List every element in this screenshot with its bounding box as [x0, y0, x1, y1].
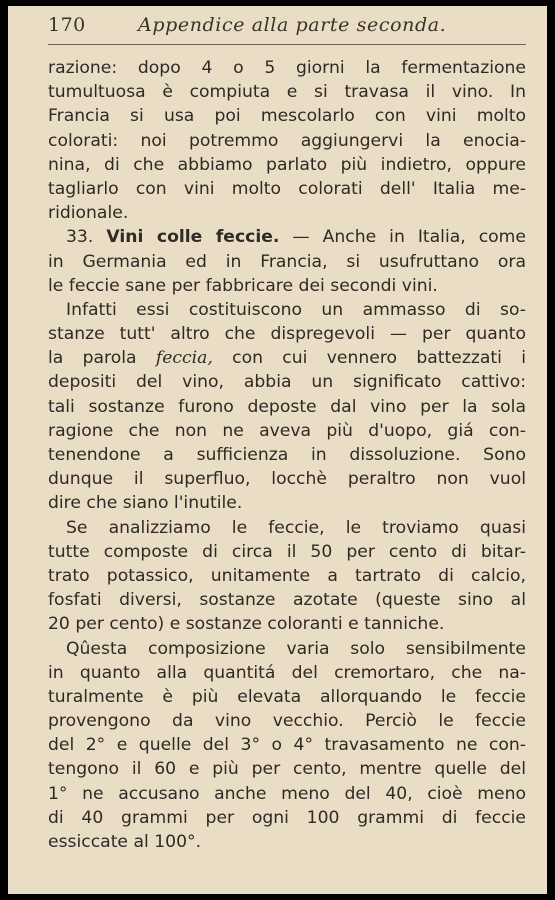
- text-line: nina, di che abbiamo parlato più indietro, oppure: [48, 154, 526, 175]
- header-rule: [48, 44, 526, 45]
- text-line: del 2° e quelle del 3° o 4° travasamento ne con-: [48, 735, 526, 756]
- running-title: Appendice alla parte seconda.: [138, 14, 447, 36]
- text-line-with-italic: [48, 346, 526, 370]
- text-fragment: — Anche in Italia, come: [292, 227, 526, 248]
- text-line: tengono il 60 e più per cento, mentre quelle del: [48, 759, 526, 780]
- paragraph-fermentation: [48, 56, 526, 225]
- paragraph-infatti: [48, 298, 526, 516]
- text-line: Francia si usa poi mescolarlo con vini molto: [48, 106, 526, 127]
- text-line: stanze tutt' altro che dispregevoli — per quanto: [48, 324, 526, 345]
- section-number: 33.: [66, 227, 94, 248]
- text-line: 1° ne accusano anche meno del 40, cioè meno: [48, 783, 526, 804]
- text-line: Qûesta composizione varia solo sensibilmente: [66, 638, 526, 659]
- text-line: 20 per cento) e sostanze coloranti e tanniche.: [48, 614, 445, 635]
- text-line: di 40 grammi per ogni 100 grammi di feccie: [48, 807, 526, 828]
- paragraph-analisi: [48, 516, 526, 637]
- text-line: essiccate al 100°.: [48, 832, 202, 852]
- text-line: fosfati diversi, sostanze azotate (queste sino al: [48, 590, 526, 611]
- running-header: [48, 14, 526, 42]
- text-line: turalmente è più elevata allorquando le feccie: [48, 686, 526, 707]
- text-line: Infatti essi costituiscono un ammasso di so-: [66, 299, 526, 320]
- text-line: le feccie sane per fabbricare dei secondi vini.: [48, 275, 438, 296]
- text-line: ragione che non ne aveva più d'uopo, giá con-: [48, 420, 526, 441]
- text-line: colorati: noi potremmo aggiungervi la enocia-: [48, 130, 526, 151]
- text-line: in quanto alla quantitá del cremortaro, che na-: [48, 662, 526, 683]
- text-line: depositi del vino, abbia un significato cattivo:: [48, 372, 526, 393]
- text-fragment: con cui vennero battezzati i: [232, 348, 526, 369]
- text-line: tali sostanze furono deposte dal vino per la sola: [48, 396, 526, 417]
- text-line: Se analizziamo le feccie, le troviamo quasi: [66, 517, 526, 538]
- italic-term-feccia: feccia,: [155, 348, 213, 369]
- section-title: Vini colle feccie.: [106, 227, 280, 248]
- text-line: razione: dopo 4 o 5 giorni la fermentazione: [48, 58, 526, 78]
- text-line: tenendone a sufficienza in dissoluzione. Sono: [48, 445, 526, 465]
- text-line: dunque il superfluo, locchè peraltro non vuol: [48, 469, 526, 490]
- text-line: trato potassico, unitamente a tartrato di calcio,: [48, 565, 526, 586]
- text-fragment: la parola: [48, 348, 137, 369]
- text-line: tutte composte di circa il 50 per cento di bitar-: [48, 541, 526, 562]
- text-line: tumultuosa è compiuta e si travasa il vino. In: [48, 82, 526, 103]
- text-line: ridionale.: [48, 203, 129, 224]
- book-page: [8, 6, 547, 894]
- body-text: [48, 56, 526, 854]
- text-line: dire che siano l'inutile.: [48, 493, 243, 514]
- paragraph-composizione: [48, 637, 526, 855]
- text-line: tagliarlo con vini molto colorati dell' Italia me-: [48, 178, 526, 199]
- section-heading-line: [48, 225, 526, 249]
- text-line: in Germania ed in Francia, si usufruttano ora: [48, 251, 526, 272]
- page-number: 170: [48, 14, 86, 36]
- section-33: [48, 225, 526, 298]
- text-line: provengono da vino vecchio. Perciò le feccie: [48, 711, 526, 732]
